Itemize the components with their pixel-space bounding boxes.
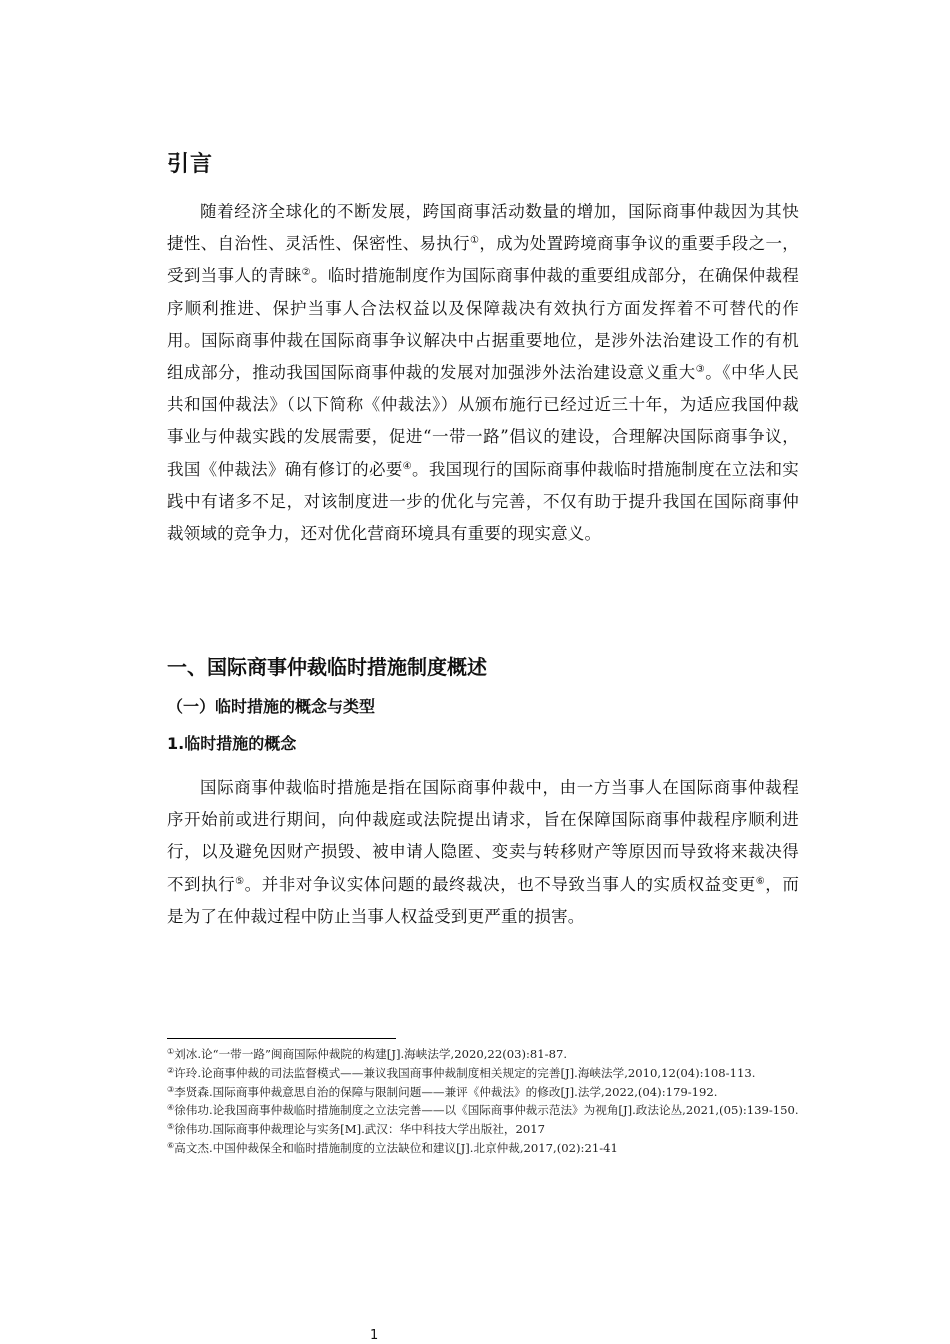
footnote-mark: ④ — [167, 1103, 175, 1113]
subsubsection-heading: 1.临时措施的概念 — [167, 734, 297, 753]
footnote-text: 许玲.论商事仲裁的司法监督模式——兼议我国商事仲裁制度相关规定的完善[J].海峡法学,2010,12(04):108-113. — [174, 1065, 756, 1080]
footnote-mark: ① — [167, 1047, 175, 1056]
footnote-ref: ⑥ — [755, 875, 766, 887]
concept-paragraph — [167, 772, 799, 933]
footnote-mark: ⑤ — [167, 1122, 175, 1132]
subsection-heading: （一）临时措施的概念与类型 — [167, 697, 376, 716]
footnote-mark: ③ — [167, 1084, 175, 1094]
footnote-item — [167, 1121, 807, 1139]
footnote-list — [167, 1046, 807, 1159]
footnote-text: 高文杰.中国仲裁保全和临时措施制度的立法缺位和建议[J].北京仲裁,2017,(02):21-41 — [174, 1140, 618, 1155]
intro-heading: 引言 — [167, 152, 214, 177]
footnote-mark: ⑥ — [167, 1140, 175, 1150]
footnote-text: 徐伟功.论我国商事仲裁临时措施制度之立法完善——以《国际商事仲裁示范法》为视角[J].政法论丛,2021,(05):139-150. — [174, 1103, 799, 1118]
footnote-text: 刘冰.论“一带一路”闽商国际仲裁院的构建[J].海峡法学,2020,22(03):81-87. — [174, 1047, 568, 1061]
paragraph-text: 。我国现行的国际商事仲裁临时措施制度在立法和实践中有诸多不足，对该制度进一步的优化与完善，不仅有助于提升我国在国际商事仲裁领域的竞争力，还对优化营商环境具有重要的现实意义。 — [167, 459, 800, 544]
footnote-mark: ② — [167, 1065, 175, 1075]
footnote-ref: ④ — [402, 460, 412, 472]
footnote-divider — [167, 1038, 396, 1039]
paragraph-text: 。临时措施制度作为国际商事仲裁的重要组成部分，在确保仲裁程序顺利推进、保护当事人合法权益以及保障裁决有效执行方面发挥着不可替代的作用。国际商事仲裁在国际商事争议解决中占据重要地位，是涉外法治建设工作的有机组成部分，推动我国国际商事仲裁的发展对加强涉外法治建设意义重大 — [167, 266, 799, 383]
paragraph-text: 随着经济全球化的不断发展，跨国商事活动数量的增加，国际商事仲裁因为其快捷性、自治性、灵活性、保密性、易执行 — [167, 202, 799, 254]
footnote-item — [167, 1065, 807, 1083]
footnote-ref: ① — [470, 235, 480, 247]
paragraph-text: 国际商事仲裁临时措施是指在国际商事仲裁中，由一方当事人在国际商事仲裁程序开始前或进行期间，向仲裁庭或法院提出请求，旨在保障国际商事仲裁程序顺利进行，以及避免因财产损毁、被申请人隐匿、变卖与转移财产等原因而导致将来裁决得不到执行 — [167, 778, 799, 894]
paragraph-text: ，而是为了在仲裁过程中防止当事人权益受到更严重的损害。 — [167, 874, 800, 926]
footnote-item — [167, 1084, 807, 1102]
footnote-item — [167, 1102, 807, 1120]
footnote-ref: ③ — [695, 364, 706, 376]
paragraph-text: 。并非对争议实体问题的最终裁决，也不导致当事人的实质权益变更 — [244, 874, 756, 894]
paragraph-text: ，成为处置跨境商事争议的重要手段之一，受到当事人的青睐 — [167, 234, 799, 286]
footnote-ref: ② — [301, 267, 311, 279]
footnote-item — [167, 1140, 807, 1158]
section-heading: 一、国际商事仲裁临时措施制度概述 — [167, 655, 487, 679]
footnote-item — [167, 1046, 807, 1064]
footnote-text: 徐伟功.国际商事仲裁理论与实务[M].武汉：华中科技大学出版社，2017 — [174, 1122, 545, 1137]
footnote-text: 李贤森.国际商事仲裁意思自治的保障与限制问题——兼评《仲裁法》的修改[J].法学,2022,(04):179-192. — [174, 1084, 718, 1099]
paragraph-text: 。《中华人民共和国仲裁法》（以下简称《仲裁法》）从颁布施行已经过近三十年，为适应我国仲裁事业与仲裁实践的发展需要，促进“一带一路”倡议的建设，合理解决国际商事争议，我国《仲裁法》确有修订的必要 — [167, 363, 800, 479]
footnote-ref: ⑤ — [235, 875, 245, 887]
intro-paragraph — [167, 196, 799, 550]
page-number: 1 — [370, 1328, 379, 1343]
